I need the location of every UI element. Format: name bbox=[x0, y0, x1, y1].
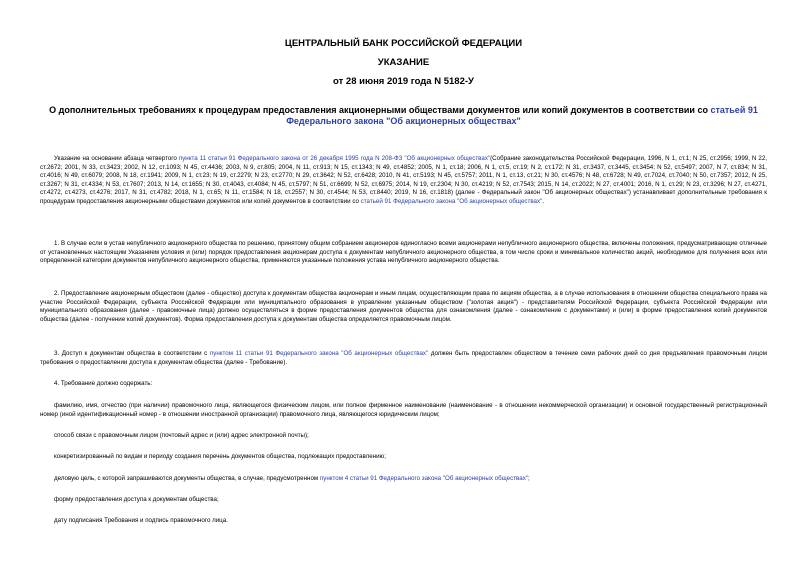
document-type: УКАЗАНИЕ bbox=[377, 57, 430, 68]
intro-paragraph bbox=[40, 155, 767, 207]
paragraph-3 bbox=[40, 350, 767, 367]
paragraph-4: 4. Требование должно содержать: bbox=[54, 380, 153, 387]
list-item bbox=[40, 475, 767, 484]
list-item: дату подписания Требования и подпись правомочного лица. bbox=[54, 517, 228, 524]
title-link-law[interactable]: Федерального закона "Об акционерных обществах" bbox=[286, 116, 521, 126]
paragraph-2: 2. Предоставление акционерным обществом (далее - общество) доступа к документам общества акционерам и иным лицам, осуществляющим права по акциям общества, а в случае использования в отношении общества специального права на участие Российской Федерации, субъекта Российской Федерации или муниципального образования в управлении указанным обществом ("золотая акция") - представителям Российской Федерации, субъекта Российской Федерации или муниципального образования (далее - правомочные лица) должно осуществляться в форме предоставления документов общества для ознакомления (далее - ознакомление с документами) и (или) в форме предоставления копий документов общества (далее - получение копий документов). Форма предоставления доступа к документам общества определяется правомочным лицом. bbox=[40, 290, 767, 323]
document-title bbox=[40, 105, 767, 127]
item4-link-law[interactable]: пунктом 4 статьи 91 Федерального закона "Об акционерных обществах" bbox=[319, 475, 529, 482]
item4-text-1: деловую цель, с которой запрашиваются документы общества, в случае, предусмотренном bbox=[54, 475, 320, 482]
list-item: конкретизированный по видам и периоду создания перечень документов общества, подлежащих предоставлению; bbox=[54, 453, 386, 460]
title-link-article[interactable]: статьей 91 bbox=[710, 105, 758, 115]
paragraph-1: 1. В случае если в устав непубличного акционерного общества по решению, принятому общим собранием акционеров единогласно всеми акционерами непубличного акционерного общества, включены положения, предусматривающие отличные от установленных настоящим Указанием условия и (или) порядок предоставления акционерам доступа к документам непубличного акционерного общества, в том числе сроки и минимальное количество акций, необходимое для получения всех или определенной категории документов непубличного акционерного общества, применяются указанные положения устава непубличного акционерного общества. bbox=[40, 240, 767, 265]
list-item: форму предоставления доступа к документам общества; bbox=[54, 496, 219, 503]
bank-name: ЦЕНТРАЛЬНЫЙ БАНК РОССИЙСКОЙ ФЕДЕРАЦИИ bbox=[284, 38, 523, 49]
list-item: способ связи с правомочным лицом (почтовый адрес и (или) адрес электронной почты); bbox=[54, 432, 309, 439]
title-text: О дополнительных требованиях к процедурам предоставления акционерными обществами документов или копий документов в соответствии со bbox=[49, 105, 711, 115]
list-item: фамилию, имя, отчество (при наличии) правомочного лица, являющегося физическим лицом, или полное фирменное наименование (наименование - в отношении некоммерческой организации) и основной государственный регистрационный номер (иной идентификационный номер - в отношении иностранной организации) правомочного лица, являющегося юридическим лицом; bbox=[40, 402, 767, 418]
intro-text-1: Указание на основании абзаца четвертого bbox=[54, 155, 179, 162]
p3-link-law-item[interactable]: пунктом 11 статьи 91 Федерального закона "Об акционерных обществах" bbox=[209, 350, 429, 357]
intro-link-law-item[interactable]: пункта 11 статьи 91 Федерального закона от 26 декабря 1995 года N 208-ФЗ "Об акционерных обществах" bbox=[178, 155, 491, 162]
p3-text-1: 3. Доступ к документам общества в соответствии с bbox=[54, 350, 210, 357]
document-date-number: от 28 июня 2019 года N 5182-У bbox=[333, 76, 474, 87]
intro-text-2: (Собрание законодательства Российской Федерации, 1996, N 1, ст.1; N 25, ст.2956; 1999, N 22, ст.2672; 2001, N 33, ст.3423; 2002, N 12, ст.1093; N 45, ст.4436; 2003, N 9, ст.805; 2004, N 11, ст.913; N 15, ст.1343; N 49, ст.4852; 2005, N 1, ст.18; 2006, N 1, ст.5, ст.19; N 2, ст.172; N 31, ст.3437, ст.3445, ст.3454; N 52, ст.5497; 2007, N 7, ст.834; N 31, ст.4016; N 49, ст.6079; 2008, N 18, ст.1941; 2009, N 1, ст.23; N 19, ст.2279; N 23, ст.2770; N 29, ст.3642; N 52, ст.6428; 2010, N 41, ст.5193; N 45, ст.5757; 2011, N 1, ст.13, ст.21; N 30, ст.4576; N 48, ст.6728; N 49, ст.7024, ст.7040; N 50, ст.7357; 2012, N 25, ст.3267; N 31, ст.4334; N 53, ст.7607; 2013, N 14, ст.1655; N 30, ст.4043, ст.4084; N 45, ст.5797; N 51, ст.6699; N 52, ст.6975; 2014, N 19, ст.2304; N 30, ст.4219; N 52, ст.7543; 2015, N 14, ст.2022; N 27, ст.4001; 2016, N 1, ст.29; N 23, ст.3296; N 27, ст.4271, ст.4272, ст.4273, ст.4276; 2017, N 31, ст.4782; 2018, N 1, ст.65; N 11, ст.1584; N 18, ст.2557; N 30, ст.4544; N 53, ст.8440; 2019, N 16, ст.1818) (далее - Федеральный закон "Об акционерных обществах") устанавливает дополнительные требования к процедурам предоставления акционерными обществами документов или копий документов в соответствии со bbox=[40, 155, 767, 205]
intro-text-3: . bbox=[542, 197, 544, 205]
intro-link-article[interactable]: статьей 91 Федерального закона "Об акционерных обществах" bbox=[360, 197, 543, 205]
item4-text-2: ; bbox=[528, 475, 530, 482]
p3-text-2: должен быть предоставлен обществом в течение семи рабочих дней со дня предъявления правомочным лицом требования о предоставлении доступа к документам общества (далее - Требование). bbox=[40, 350, 767, 366]
